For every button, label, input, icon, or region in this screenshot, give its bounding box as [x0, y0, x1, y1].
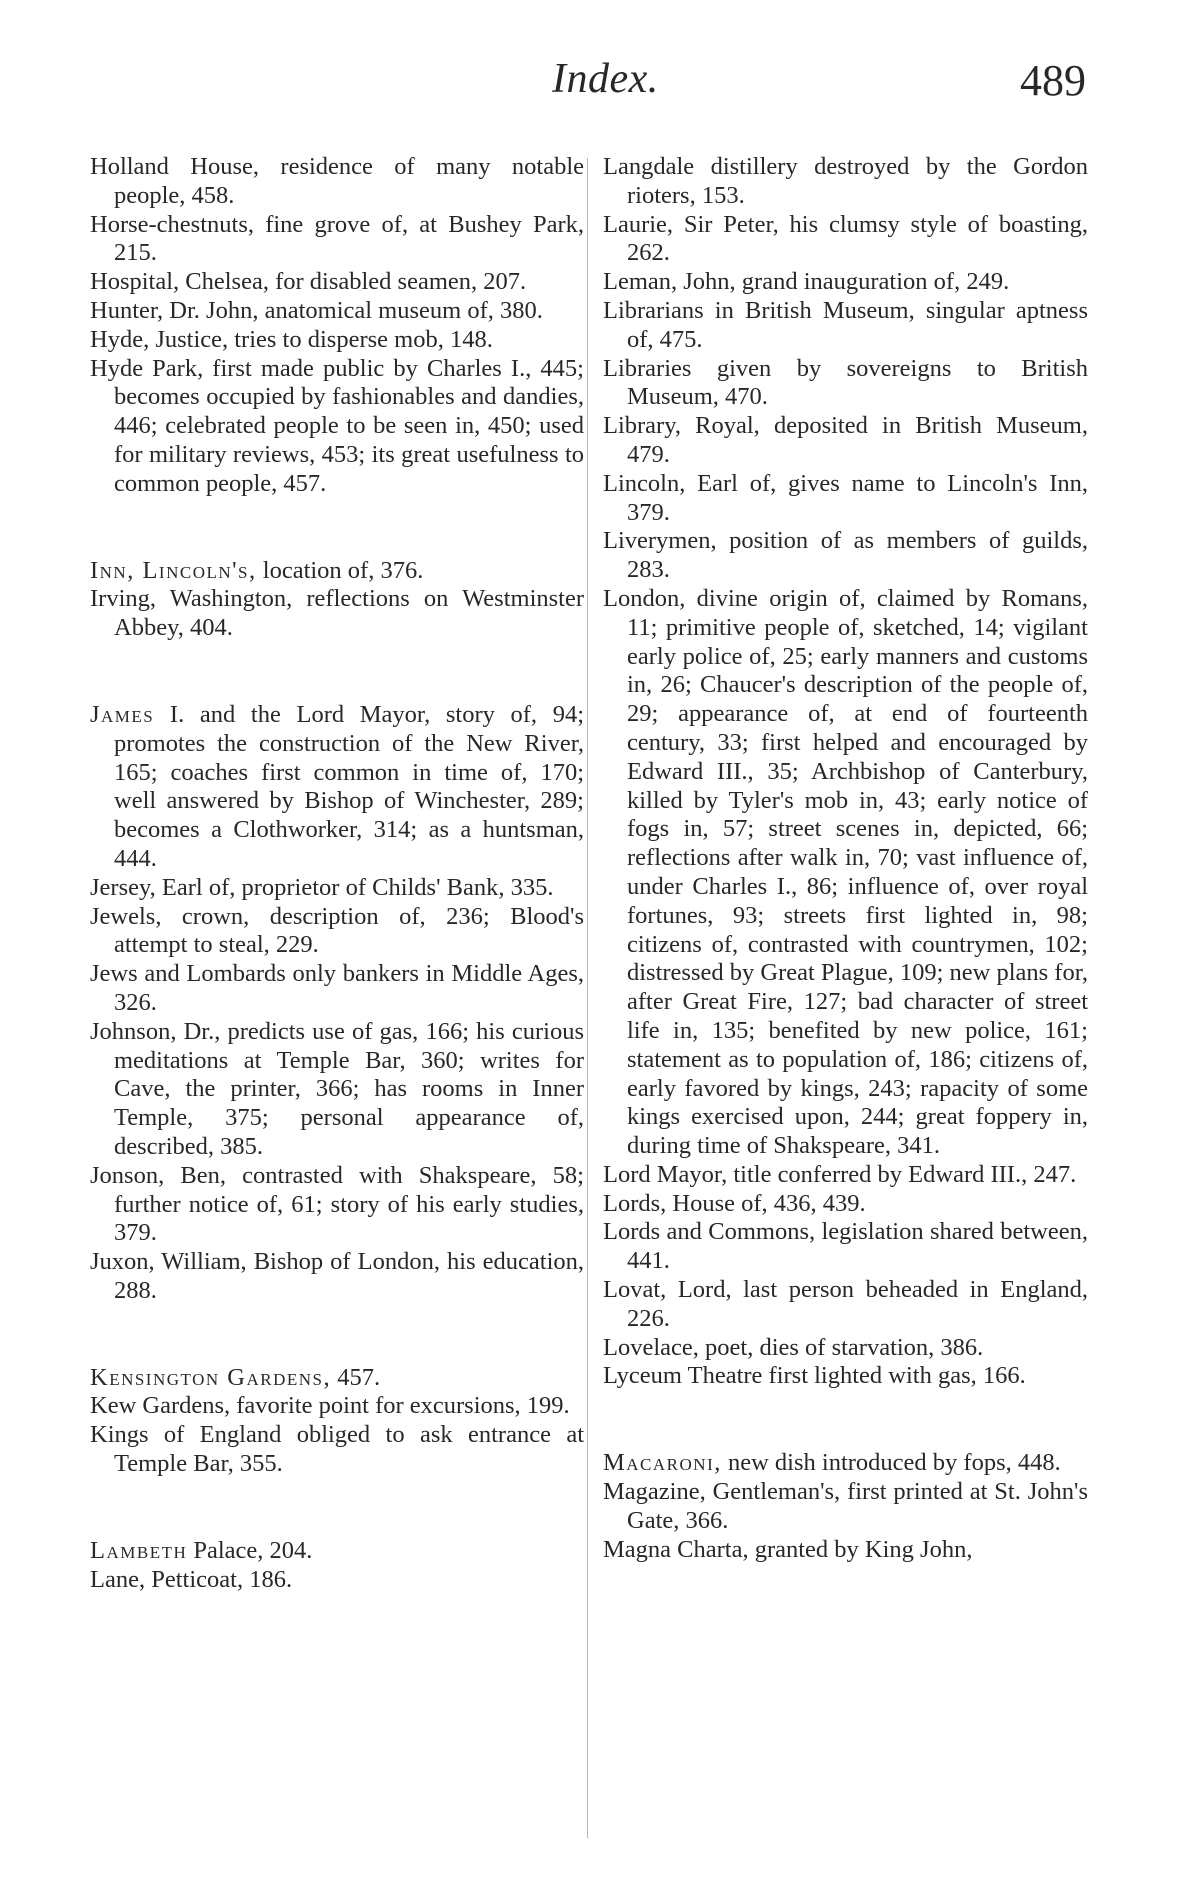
index-entry: Jonson, Ben, contrasted with Shakspeare, 58; further notice of, 61; story of his early studies, 379. [90, 1161, 584, 1247]
index-entry [90, 1364, 584, 1393]
index-entry: Liverymen, position of as members of guilds, 283. [603, 527, 1088, 584]
index-entry: Lane, Petticoat, 186. [90, 1565, 293, 1593]
index-entry: Hospital, Chelsea, for disabled seamen, 207. [90, 268, 527, 296]
index-entry [90, 701, 584, 874]
entry-text: 457. [331, 1363, 381, 1391]
index-entry: Jewels, crown, description of, 236; Blood's attempt to steal, 229. [90, 902, 584, 959]
index-entry: Lovat, Lord, last person beheaded in England, 226. [603, 1276, 1088, 1332]
entry-text: new dish introduced by fops, 448. [721, 1449, 1061, 1477]
index-entry: Libraries given by sovereigns to British Museum, 470. [603, 354, 1088, 411]
index-entry: Holland House, residence of many notable people, 458. [90, 153, 584, 209]
index-entry: Lincoln, Earl of, gives name to Lincoln's Inn, 379. [603, 469, 1088, 526]
index-entry: Library, Royal, deposited in British Museum, 479. [603, 412, 1088, 468]
section-gap [90, 499, 584, 557]
index-entry: Laurie, Sir Peter, his clumsy style of boasting, 262. [603, 210, 1088, 267]
index-entry: Hunter, Dr. John, anatomical museum of, 380. [90, 296, 543, 324]
index-entry: Irving, Washington, reflections on Westminster Abbey, 404. [90, 585, 584, 642]
index-entry: Leman, John, grand inauguration of, 249. [603, 268, 1010, 296]
index-entry: Jews and Lombards only bankers in Middle Ages, 326. [90, 960, 584, 1016]
section-gap [90, 643, 584, 701]
column-divider [587, 158, 588, 1838]
section-lead-word: Kensington Gardens, [90, 1363, 332, 1391]
index-entry: Kings of England obliged to ask entrance at Temple Bar, 355. [90, 1421, 584, 1478]
section-lead-word: James [90, 700, 155, 728]
index-entry: Jersey, Earl of, proprietor of Childs' Bank, 335. [90, 873, 554, 901]
section-lead-word: Inn, Lincoln's, [90, 556, 257, 584]
index-entry: Horse-chestnuts, fine grove of, at Bushey Park, 215. [90, 210, 584, 267]
page-number: 489 [1020, 56, 1086, 105]
index-entry: Lords and Commons, legislation shared between, 441. [603, 1218, 1088, 1275]
entry-text: I. and the Lord Mayor, story of, 94; promotes the construction of the New River, 165; coaches first common in time of, 170; well answered by Bishop of Winchester, 289; becomes a Clothworker, 314; as a huntsman, 444. [114, 700, 584, 872]
index-entry: Hyde, Justice, tries to disperse mob, 148. [90, 325, 493, 353]
section-gap [603, 1391, 1088, 1449]
section-lead-word: Lambeth [90, 1536, 188, 1564]
index-entry: Magazine, Gentleman's, first printed at St. John's Gate, 366. [603, 1478, 1088, 1534]
entry-text: location of, 376. [256, 556, 424, 584]
index-entry [603, 1449, 1088, 1478]
section-gap [90, 1479, 584, 1537]
section-lead-word: Macaroni, [603, 1449, 722, 1477]
index-entry: Hyde Park, first made public by Charles I., 445; becomes occupied by fashionables and dandies, 446; celebrated people to be seen in, 450; used for military reviews, 453; its great usefulness to common people, 457. [90, 354, 584, 497]
index-entry: Librarians in British Museum, singular aptness of, 475. [603, 296, 1088, 353]
index-entry: Magna Charta, granted by King John, [603, 1535, 973, 1563]
index-entry [90, 557, 584, 586]
index-entry: Lords, House of, 436, 439. [603, 1189, 866, 1217]
index-entry: Lord Mayor, title conferred by Edward III., 247. [603, 1160, 1077, 1188]
index-entry: London, divine origin of, claimed by Romans, 11; primitive people of, sketched, 14; vigilant early police of, 25; early manners and customs in, 26; Chaucer's description of the people of, 29; appearance of, at end of fourteenth century, 33; first helped and encouraged by Edward III., 35; Archbishop of Canterbury, killed by Tyler's mob in, 43; early notice of fogs in, 57; street scenes in, depicted, 66; reflections after walk in, 70; vast influence of, under Charles I., 86; influence of, over royal fortunes, 93; streets first lighted in, 98; citizens of, contrasted with countrymen, 102; distressed by Great Plague, 109; new plans for, after Great Fire, 127; bad character of street life in, 135; benefited by new police, 161; statement as to population of, 186; citizens of, early favored by kings, 243; rapacity of some kings exercised upon, 244; great foppery in, during time of Shakspeare, 341. [603, 584, 1089, 1160]
page-header [0, 55, 1183, 125]
index-entry: Langdale distillery destroyed by the Gordon rioters, 153. [603, 153, 1088, 209]
left-column [90, 153, 584, 1594]
running-title: Index. [552, 56, 659, 102]
entry-text: Palace, 204. [187, 1536, 313, 1564]
index-entry: Lyceum Theatre first lighted with gas, 166. [603, 1362, 1026, 1390]
index-entry: Johnson, Dr., predicts use of gas, 166; his curious meditations at Temple Bar, 360; writes for Cave, the printer, 366; has rooms in Inner Temple, 375; personal appearance of, described, 385. [90, 1017, 584, 1160]
index-entry: Lovelace, poet, dies of starvation, 386. [603, 1333, 984, 1361]
index-entry: Juxon, William, Bishop of London, his education, 288. [90, 1248, 584, 1304]
index-entry: Kew Gardens, favorite point for excursions, 199. [90, 1392, 570, 1420]
section-gap [90, 1306, 584, 1364]
right-column [603, 153, 1088, 1564]
index-entry [90, 1537, 584, 1566]
